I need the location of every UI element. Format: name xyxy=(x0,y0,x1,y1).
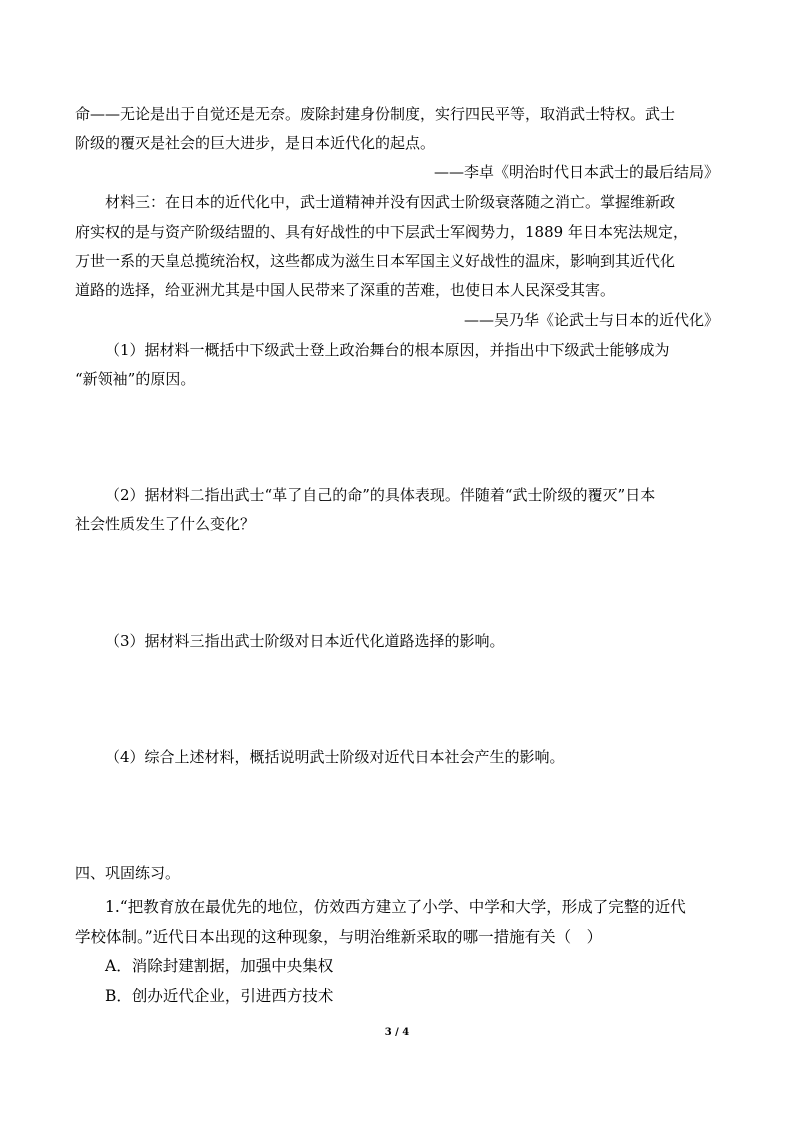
material3-line1: 材料三：在日本的近代化中，武士道精神并没有因武士阶级衰落随之消亡。掌握维新政 xyxy=(105,193,676,211)
exercise-1-option-a: A．消除封建割据，加强中央集权 xyxy=(105,957,334,975)
section-4-heading: 四、巩固练习。 xyxy=(75,864,181,882)
exercise-1-line1: 1.“把教育放在最优先的地位，仿效西方建立了小学、中学和大学，形成了完整的近代 xyxy=(105,898,686,916)
question-4: （4）综合上述材料，概括说明武士阶级对近代日本社会产生的影响。 xyxy=(105,748,565,766)
material3-source: ——吴乃华《论武士与日本的近代化》 xyxy=(463,311,719,329)
question-1-line2: “新领袖”的原因。 xyxy=(75,370,196,388)
question-3: （3）据材料三指出武士阶级对日本近代化道路选择的影响。 xyxy=(105,632,505,650)
material3-line4: 道路的选择，给亚洲尤其是中国人民带来了深重的苦难，也使日本人民深受其害。 xyxy=(75,281,616,299)
exercise-1-line2: 学校体制。”近代日本出现的这种现象，与明治维新采取的哪一措施有关（ ） xyxy=(75,928,603,946)
material2-line1: 命——无论是出于自觉还是无奈。废除封建身份制度，实行四民平等，取消武士特权。武士 xyxy=(75,105,676,123)
question-2-line1: （2）据材料二指出武士“革了自己的命”的具体表现。伴随着“武士阶级的覆灭”日本 xyxy=(105,486,656,504)
material3-line2: 府实权的是与资产阶级结盟的、具有好战性的中下层武士军阀势力，1889 年日本宪法规定， xyxy=(75,223,688,241)
material2-line2: 阶级的覆灭是社会的巨大进步，是日本近代化的起点。 xyxy=(75,134,436,152)
exercise-1-option-b: B．创办近代企业，引进西方技术 xyxy=(105,987,334,1005)
question-2-line2: 社会性质发生了什么变化？ xyxy=(75,515,256,533)
page-number: 3 / 4 xyxy=(384,1027,410,1038)
material3-line3: 万世一系的天皇总揽统治权，这些都成为滋生日本军国主义好战性的温床，影响到其近代化 xyxy=(75,252,676,270)
material2-source: ——李卓《明治时代日本武士的最后结局》 xyxy=(433,163,719,181)
question-1-line1: （1）据材料一概括中下级武士登上政治舞台的根本原因，并指出中下级武士能够成为 xyxy=(105,341,670,359)
